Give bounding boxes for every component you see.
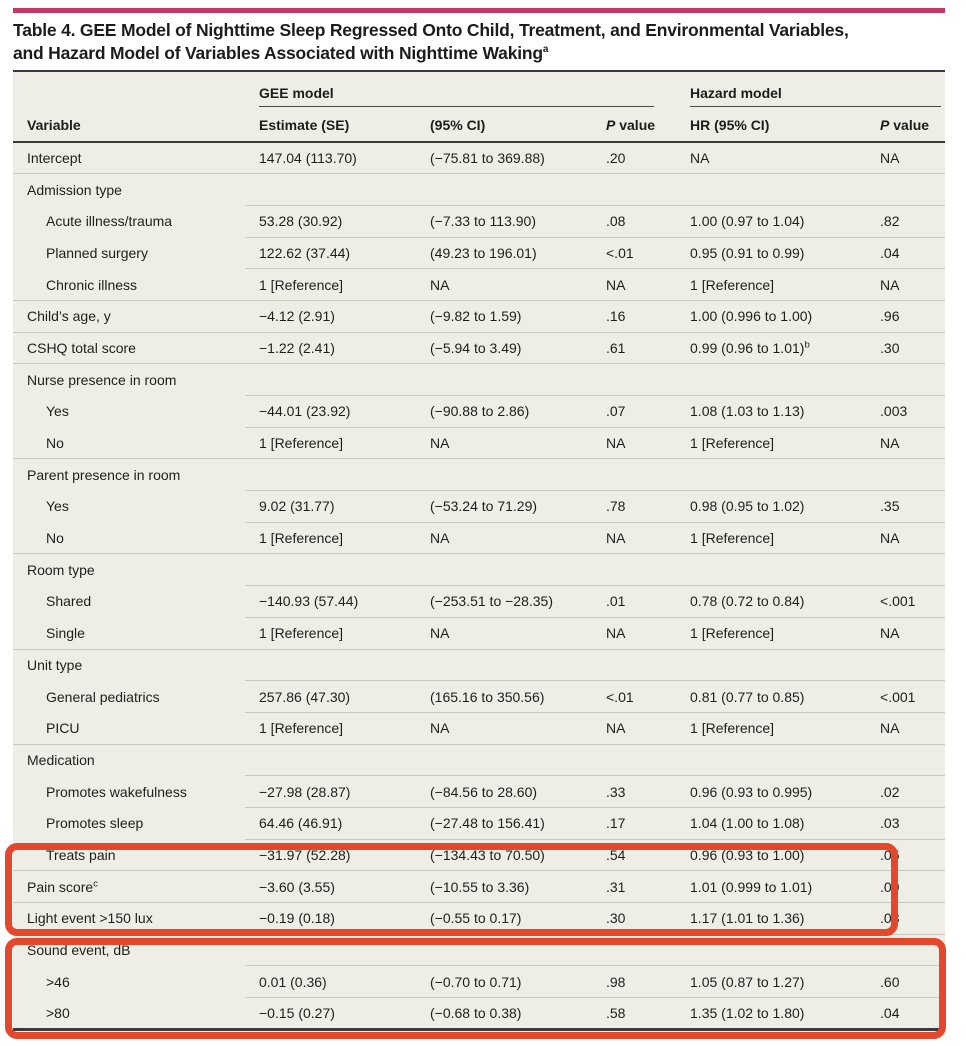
cell-p: .31 (592, 871, 676, 903)
col-header-p-hazard: P value (866, 107, 945, 142)
cell-ci: (165.16 to 350.56) (416, 681, 592, 713)
cell-hr: 1 [Reference] (676, 617, 866, 649)
cell-hr: 1.00 (0.97 to 1.04) (676, 205, 866, 237)
cell-estimate: −4.12 (2.91) (245, 300, 416, 332)
cell-estimate: 1 [Reference] (245, 427, 416, 459)
cell-ci: NA (416, 269, 592, 301)
cell-p2: .96 (866, 300, 945, 332)
cell-p: .61 (592, 332, 676, 364)
cell-p: .20 (606, 150, 626, 167)
cell-p: NA (592, 269, 676, 301)
cell-ci: (−9.82 to 1.59) (416, 300, 592, 332)
column-header-row (13, 107, 945, 142)
cell-hr: 0.99 (0.96 to 1.01)$^b$ (676, 332, 866, 364)
cell-hr: 0.95 (0.91 to 0.99) (676, 237, 866, 269)
cell-estimate: −31.97 (52.28) (245, 839, 416, 871)
group-header-spacer (13, 71, 245, 107)
cell-ci: (−53.24 to 71.29) (416, 491, 592, 523)
table-row (13, 998, 945, 1030)
cell-label: PICU (13, 712, 245, 744)
cell-ci: (−253.51 to −28.35) (416, 586, 592, 618)
cell-ci: NA (416, 617, 592, 649)
table-row (13, 903, 945, 935)
cell-ci: (−90.88 to 2.86) (416, 396, 592, 428)
title-line-1: Table 4. GEE Model of Nighttime Sleep Regressed Onto Child, Treatment, and Environmental Variables, (13, 20, 849, 40)
cell-hr: 1.04 (1.00 to 1.08) (676, 807, 866, 839)
cell-p2: NA (866, 712, 945, 744)
col-header-variable: Variable (13, 107, 245, 142)
cell-p2: NA (866, 522, 945, 554)
title-line-2: and Hazard Model of Variables Associated with Nighttime Waking (13, 43, 543, 63)
cell-hr: NA (690, 150, 710, 167)
cell-p2: .04 (866, 237, 945, 269)
cell-p: NA (592, 712, 676, 744)
cell-ci: (−84.56 to 28.60) (416, 776, 592, 808)
cell-label: Intercept (27, 150, 82, 167)
cell-p2: .003 (866, 396, 945, 428)
cell-estimate: −44.01 (23.92) (245, 396, 416, 428)
cell-ci: (−134.43 to 70.50) (416, 839, 592, 871)
cell-ci: NA (416, 712, 592, 744)
cell-p2: .03 (866, 807, 945, 839)
cell-hr: 0.81 (0.77 to 0.85) (676, 681, 866, 713)
table-row (13, 269, 945, 301)
cell-hr: 0.98 (0.95 to 1.02) (676, 491, 866, 523)
cell-p: .33 (592, 776, 676, 808)
cell-estimate: 122.62 (37.44) (245, 237, 416, 269)
table-row (13, 807, 945, 839)
cell-ci: NA (416, 427, 592, 459)
table-row (13, 776, 945, 808)
cell-p2: .03 (866, 903, 945, 935)
cell-p: <.01 (592, 237, 676, 269)
cell-label: General pediatrics (13, 681, 245, 713)
table-row (13, 332, 945, 364)
col-header-p-gee: P value (592, 107, 676, 142)
section-row (13, 174, 945, 206)
cell-hr: 1 [Reference] (676, 712, 866, 744)
table-row (13, 681, 945, 713)
table-title (13, 19, 951, 65)
cell-estimate: −140.93 (57.44) (245, 586, 416, 618)
cell-label: Promotes wakefulness (13, 776, 245, 808)
section-row (13, 554, 945, 586)
cell-p: <.01 (592, 681, 676, 713)
cell-label: CSHQ total score (13, 332, 245, 364)
table-row (13, 966, 945, 998)
cell-section-label: Admission type (13, 174, 945, 206)
table-row (13, 300, 945, 332)
cell-section-label: Sound event, dB (13, 934, 945, 966)
section-row (13, 649, 945, 681)
cell-p: NA (592, 427, 676, 459)
cell-label: Child’s age, y (13, 300, 245, 332)
cell-estimate: −0.15 (0.27) (245, 998, 416, 1030)
cell-hr: 1.17 (1.01 to 1.36) (676, 903, 866, 935)
cell-p: .58 (592, 998, 676, 1030)
cell-section-label: Room type (13, 554, 945, 586)
cell-p2: <.001 (866, 586, 945, 618)
cell-estimate: 0.01 (0.36) (245, 966, 416, 998)
cell-hr: 1.01 (0.999 to 1.01) (676, 871, 866, 903)
section-row (13, 459, 945, 491)
title-footnote-marker: a (542, 44, 549, 56)
cell-p: .01 (592, 586, 676, 618)
cell-p: NA (592, 522, 676, 554)
cell-hr: 1.00 (0.996 to 1.00) (676, 300, 866, 332)
cell-estimate: 1 [Reference] (245, 269, 416, 301)
cell-ci: (−0.55 to 0.17) (416, 903, 592, 935)
cell-p2: NA (866, 427, 945, 459)
cell-label: Promotes sleep (13, 807, 245, 839)
cell-estimate: 1 [Reference] (245, 712, 416, 744)
cell-hr: 1 [Reference] (676, 522, 866, 554)
table-body (13, 142, 945, 1029)
table-row (13, 396, 945, 428)
cell-label: Planned surgery (13, 237, 245, 269)
table-row (13, 142, 945, 174)
cell-estimate: 64.46 (46.91) (245, 807, 416, 839)
section-row (13, 934, 945, 966)
cell-ci: (−7.33 to 113.90) (416, 205, 592, 237)
cell-p2: .09 (866, 871, 945, 903)
table-row (13, 586, 945, 618)
table-row (13, 237, 945, 269)
cell-hr: 1.05 (0.87 to 1.27) (676, 966, 866, 998)
cell-p2: .35 (866, 491, 945, 523)
cell-estimate: 1 [Reference] (245, 522, 416, 554)
cell-p: .07 (592, 396, 676, 428)
table-row (13, 871, 945, 903)
cell-label: Yes (13, 396, 245, 428)
cell-label: Single (13, 617, 245, 649)
cell-hr: 1 [Reference] (676, 269, 866, 301)
cell-ci: (−75.81 to 369.88) (430, 150, 545, 167)
cell-hr: 1.35 (1.02 to 1.80) (676, 998, 866, 1030)
cell-p: .98 (592, 966, 676, 998)
cell-estimate: −3.60 (3.55) (245, 871, 416, 903)
col-header-estimate: Estimate (SE) (245, 107, 416, 142)
cell-label: Pain score$^c$ (13, 871, 245, 903)
footnote-marker: c (93, 878, 98, 889)
cell-ci: (49.23 to 196.01) (416, 237, 592, 269)
cell-label: Chronic illness (13, 269, 245, 301)
cell-label: Treats pain (13, 839, 245, 871)
cell-p: NA (592, 617, 676, 649)
cell-ci: NA (416, 522, 592, 554)
cell-p: .30 (592, 903, 676, 935)
cell-ci: (−0.68 to 0.38) (416, 998, 592, 1030)
cell-p2: .60 (866, 966, 945, 998)
cell-hr: 1.08 (1.03 to 1.13) (676, 396, 866, 428)
table-row (13, 617, 945, 649)
cell-label: Light event >150 lux (13, 903, 245, 935)
cell-estimate: 147.04 (113.70) (259, 150, 357, 167)
group-header-row (13, 71, 945, 107)
cell-label: >80 (13, 998, 245, 1030)
section-row (13, 744, 945, 776)
cell-p2: NA (866, 617, 945, 649)
cell-hr: 1 [Reference] (676, 427, 866, 459)
cell-p2: .30 (866, 332, 945, 364)
cell-label: Acute illness/trauma (13, 205, 245, 237)
table-row (13, 522, 945, 554)
gee-hazard-table (13, 70, 945, 1031)
cell-p2: NA (866, 269, 945, 301)
cell-estimate: 257.86 (47.30) (245, 681, 416, 713)
col-header-ci: (95% CI) (416, 107, 592, 142)
cell-p2: <.001 (866, 681, 945, 713)
cell-label: No (13, 427, 245, 459)
table-row (13, 839, 945, 871)
cell-ci: (−27.48 to 156.41) (416, 807, 592, 839)
cell-label: >46 (13, 966, 245, 998)
cell-p2: .82 (866, 205, 945, 237)
cell-hr: 0.96 (0.93 to 1.00) (676, 839, 866, 871)
cell-label: Shared (13, 586, 245, 618)
cell-hr: 0.78 (0.72 to 0.84) (676, 586, 866, 618)
hazard-model-group-header: Hazard model (676, 71, 945, 107)
table-row (13, 205, 945, 237)
cell-p: .08 (592, 205, 676, 237)
cell-label: No (13, 522, 245, 554)
cell-estimate: 53.28 (30.92) (245, 205, 416, 237)
footnote-marker: b (804, 339, 810, 351)
table-row (13, 491, 945, 523)
cell-section-label: Parent presence in room (13, 459, 945, 491)
accent-bar (13, 8, 945, 13)
cell-ci: (−10.55 to 3.36) (416, 871, 592, 903)
cell-section-label: Medication (13, 744, 945, 776)
cell-ci: (−0.70 to 0.71) (416, 966, 592, 998)
cell-section-label: Unit type (13, 649, 945, 681)
cell-p: .17 (592, 807, 676, 839)
cell-p: .54 (592, 839, 676, 871)
cell-estimate: 1 [Reference] (245, 617, 416, 649)
cell-estimate: 9.02 (31.77) (245, 491, 416, 523)
cell-label: Yes (13, 491, 245, 523)
cell-section-label: Nurse presence in room (13, 364, 945, 396)
cell-estimate: −0.19 (0.18) (245, 903, 416, 935)
cell-ci: (−5.94 to 3.49) (416, 332, 592, 364)
cell-p2: NA (880, 150, 900, 167)
col-header-hr: HR (95% CI) (676, 107, 866, 142)
section-row (13, 364, 945, 396)
cell-p2: .02 (866, 776, 945, 808)
cell-p2: .05 (866, 839, 945, 871)
table-row (13, 712, 945, 744)
cell-p: .16 (592, 300, 676, 332)
cell-estimate: −1.22 (2.41) (245, 332, 416, 364)
cell-p2: .04 (866, 998, 945, 1030)
table-row (13, 427, 945, 459)
cell-hr: 0.96 (0.93 to 0.995) (676, 776, 866, 808)
gee-model-group-header: GEE model (245, 71, 676, 107)
cell-p: .78 (592, 491, 676, 523)
cell-estimate: −27.98 (28.87) (245, 776, 416, 808)
